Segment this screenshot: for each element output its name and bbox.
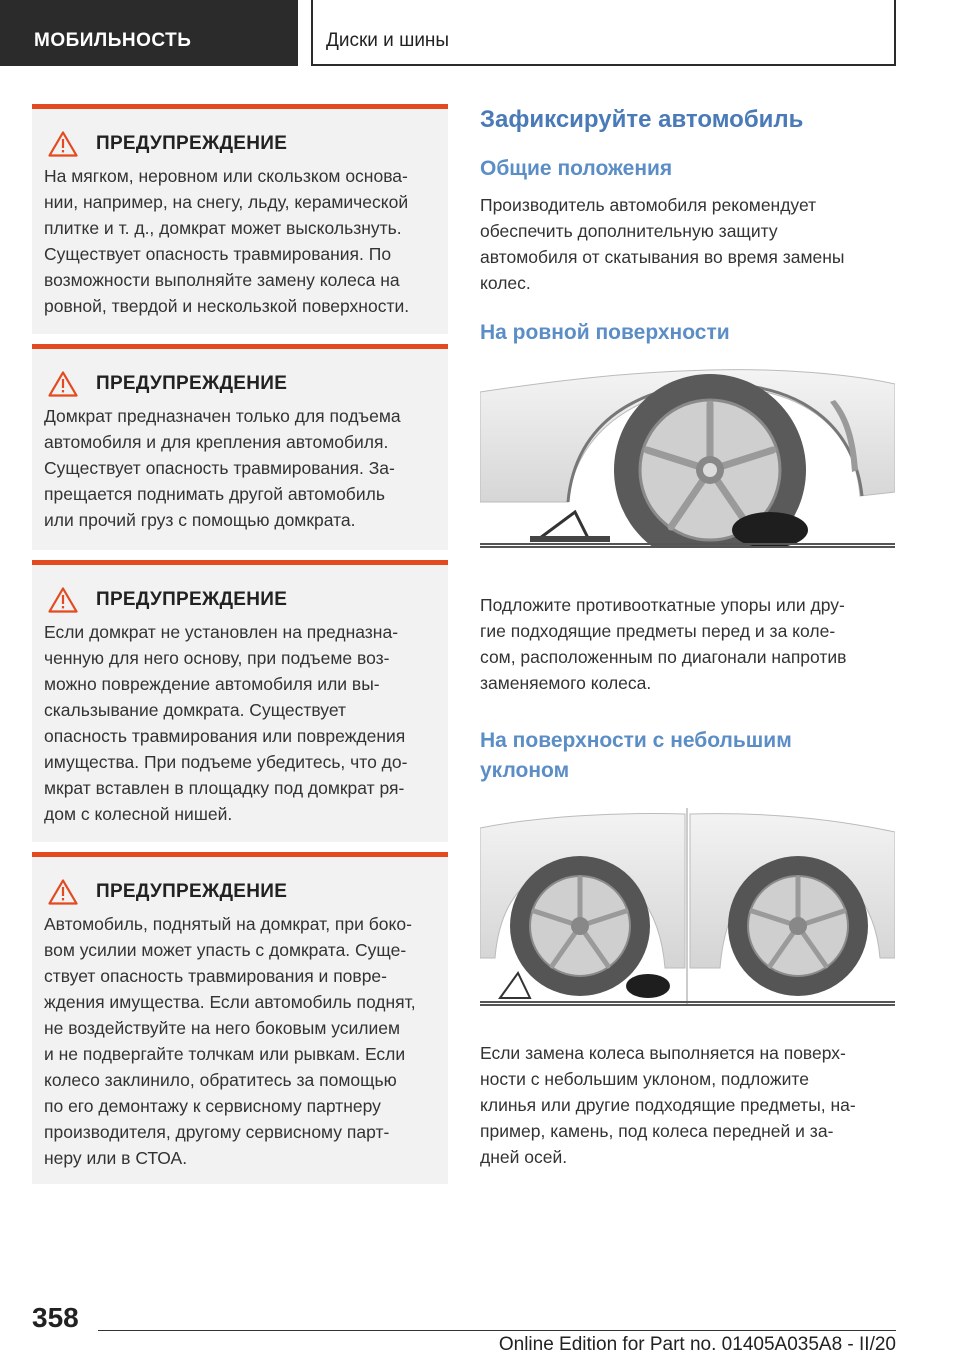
page-title: Зафиксируйте автомобиль	[480, 106, 804, 133]
paragraph-general	[480, 192, 895, 296]
section-tab: МОБИЛЬНОСТЬ	[0, 0, 298, 66]
paragraph-line: дней осей.	[480, 1147, 568, 1167]
warning-line: не воздействуйте на него боковым усилием	[44, 1018, 401, 1038]
warning-line: колесо заклинило, обратитесь за помощью	[44, 1070, 397, 1090]
warning-text	[44, 163, 436, 319]
warning-line: вом усилии может упасть с домкрата. Суще-	[44, 940, 407, 960]
warning-title: ПРЕДУПРЕЖДЕНИЕ	[96, 589, 288, 610]
warning-line: нии, например, на снегу, льду, керамической	[44, 192, 409, 212]
flat-surface-illustration	[480, 362, 895, 548]
paragraph-line: ности с небольшим уклоном, подложите	[480, 1069, 809, 1089]
paragraph-line: сом, расположенным по диагонали напротив	[480, 647, 847, 667]
edition-text: Online Edition for Part no. 01405A035A8 - II/20	[498, 1334, 896, 1355]
paragraph-line: гие подходящие предметы перед и за коле-	[480, 621, 836, 641]
warning-text	[44, 911, 436, 1171]
warning-line: На мягком, неровном или скользком основа-	[44, 166, 408, 186]
paragraph-line: пример, камень, под колеса передней и за-	[480, 1121, 834, 1141]
paragraph-line: клинья или другие подходящие предметы, на-	[480, 1095, 856, 1115]
paragraph-line: Если замена колеса выполняется на поверх-	[480, 1043, 846, 1063]
warning-line: автомобиля и для крепления автомобиля.	[44, 432, 389, 452]
warning-line: Домкрат предназначен только для подъема	[44, 406, 401, 426]
page-header	[0, 0, 960, 66]
wheel-chock-image	[480, 362, 895, 546]
heading-line: уклоном	[480, 759, 570, 782]
warning-triangle-icon	[48, 371, 78, 397]
section-heading-slope	[480, 726, 895, 786]
warning-triangle-icon	[48, 587, 78, 613]
warning-box	[32, 852, 448, 1184]
warning-line: ствует опасность травмирования и повре-	[44, 966, 387, 986]
warning-text	[44, 403, 436, 533]
warning-text	[44, 619, 436, 827]
section-heading-flat: На ровной поверхности	[480, 321, 730, 344]
warning-line: опасность травмирования или повреждения	[44, 726, 406, 746]
paragraph-line: заменяемого колеса.	[480, 673, 652, 693]
warning-box	[32, 104, 448, 334]
page-number: 358	[32, 1302, 79, 1333]
warning-line: можно повреждение автомобиля или вы-	[44, 674, 380, 694]
warnings-column	[32, 104, 448, 1184]
warning-line: неру или в СТОА.	[44, 1148, 188, 1168]
warning-box	[32, 344, 448, 550]
paragraph-line: Подложите противооткатные упоры или дру-	[480, 595, 845, 615]
warning-line: производителя, другому сервисному парт-	[44, 1122, 390, 1142]
warning-line: скальзывание домкрата. Существует	[44, 700, 347, 720]
paragraph-line: автомобиля от скатывания во время замены	[480, 247, 845, 267]
warning-title: ПРЕДУПРЕЖДЕНИЕ	[96, 133, 288, 154]
warning-header	[44, 877, 436, 907]
warning-header	[44, 129, 436, 159]
warning-line: ждения имущества. Если автомобиль поднят,	[44, 992, 416, 1012]
heading-line: На поверхности с небольшим	[480, 729, 792, 752]
content-column	[480, 104, 895, 1170]
warning-triangle-icon	[48, 879, 78, 905]
warning-line: дом с колесной нишей.	[44, 804, 233, 824]
warning-line: мкрат вставлен в площадку под домкрат ря-	[44, 778, 405, 798]
paragraph-line: обеспечить дополнительную защиту	[480, 221, 778, 241]
warning-line: Если домкрат не установлен на предназна-	[44, 622, 399, 642]
warning-line: возможности выполняйте замену колеса на	[44, 270, 400, 290]
footer-divider	[98, 1330, 896, 1331]
warning-line: Существует опасность травмирования. По	[44, 244, 392, 264]
warning-line: имущества. При подъеме убедитесь, что до-	[44, 752, 408, 772]
warning-box	[32, 560, 448, 842]
warning-line: плитке и т. д., домкрат может выскользнуть.	[44, 218, 402, 238]
warning-header	[44, 369, 436, 399]
slope-illustration	[480, 808, 895, 1006]
paragraph-slope	[480, 1040, 895, 1170]
chapter-tab: Диски и шины	[311, 0, 896, 66]
warning-line: или прочий груз с помощью домкрата.	[44, 510, 356, 530]
paragraph-line: колес.	[480, 273, 531, 293]
warning-header	[44, 585, 436, 615]
warning-line: по его демонтажу к сервисному партнеру	[44, 1096, 381, 1116]
warning-line: Существует опасность травмирования. За-	[44, 458, 395, 478]
warning-line: ровной, твердой и нескользкой поверхности.	[44, 296, 410, 316]
warning-line: прещается поднимать другой автомобиль	[44, 484, 385, 504]
paragraph-line: Производитель автомобиля рекомендует	[480, 195, 817, 215]
warning-title: ПРЕДУПРЕЖДЕНИЕ	[96, 881, 288, 902]
warning-triangle-icon	[48, 131, 78, 157]
warning-line: Автомобиль, поднятый на домкрат, при боко-	[44, 914, 412, 934]
warning-line: ченную для него основу, при подъеме воз-	[44, 648, 390, 668]
section-heading-general: Общие положения	[480, 157, 673, 180]
paragraph-flat	[480, 592, 895, 696]
page-footer	[0, 1290, 960, 1362]
warning-line: и не подвергайте толчкам или рывкам. Если	[44, 1044, 406, 1064]
warning-title: ПРЕДУПРЕЖДЕНИЕ	[96, 373, 288, 394]
slope-wheels-image	[480, 808, 895, 1004]
